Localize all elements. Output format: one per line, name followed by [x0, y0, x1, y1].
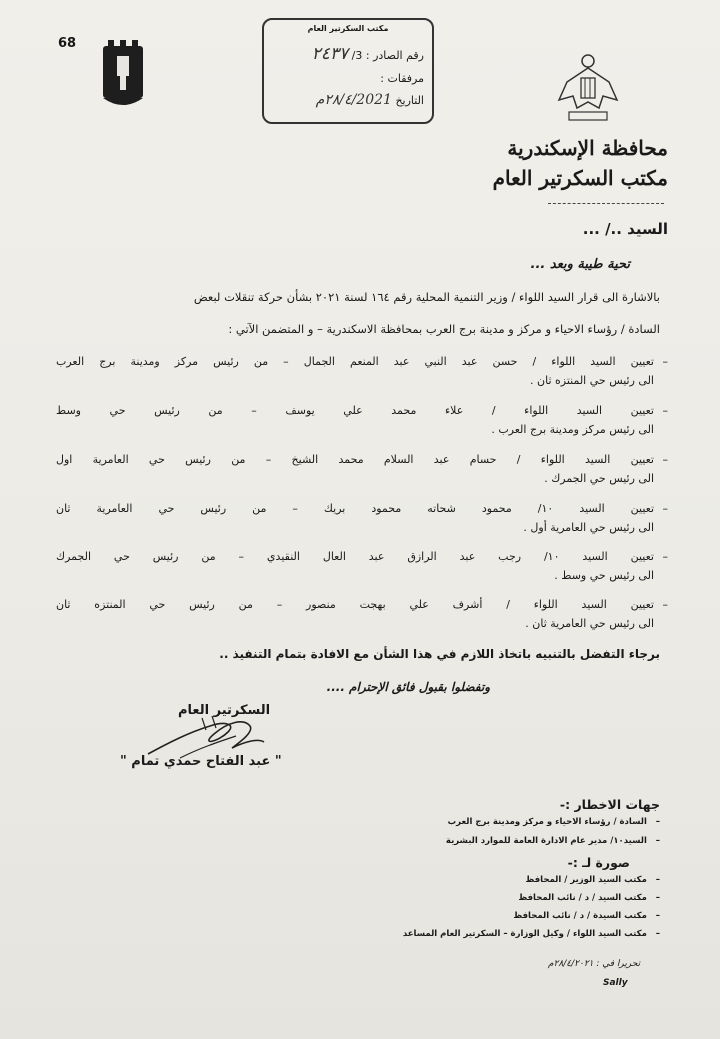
footer-date: تحريرا في : ٢٨/٤/٢٠٢١م: [548, 959, 641, 969]
bullet-dash: –: [662, 404, 668, 417]
list-item: [56, 598, 668, 630]
bullet-dash: –: [655, 911, 660, 921]
list-item: [448, 817, 660, 827]
page-number: 68: [58, 36, 77, 51]
closing-request: برجاء التفضل بالتنبيه باتخاذ اللازم في هذا الشأن مع الافادة بتمام التنفيذ ..: [219, 647, 660, 661]
governorate-title: محافظة الإسكندرية: [507, 136, 668, 160]
item-line-2: الى رئيس حي المنتزه ثان .: [530, 374, 654, 387]
item-line-1: تعيين السيد ١٠/ محمود شحاته محمود بريك – من رئيس حي العامرية ثان: [56, 502, 655, 515]
list-item: [56, 404, 668, 436]
reference-stamp: [262, 18, 434, 124]
item-line-1: تعيين السيد اللواء / علاء محمد علي يوسف – من رئيس حي وسط: [56, 404, 654, 417]
outgoing-number: ٢٤٣٧: [311, 44, 349, 64]
copies-item: مكتب السيدة / د / نائب المحافظ: [513, 911, 647, 921]
typist-initials: Sally: [603, 978, 628, 988]
list-item: [56, 502, 668, 534]
list-item: [403, 929, 660, 939]
copies-item: مكتب السيد / د / نائب المحافظ: [518, 893, 647, 903]
list-item: [518, 893, 660, 903]
copies-item: مكتب السيد اللواء / وكيل الوزارة – السكرتير العام المساعد: [402, 929, 647, 939]
intro-line-1: بالاشارة الى قرار السيد اللواء / وزير التنمية المحلية رقم ١٦٤ لسنة ٢٠٢١ بشأن حركة تنقلات لبعض: [193, 290, 660, 304]
item-line-2: الى رئيس حي العامرية ثان .: [525, 617, 654, 630]
list-item: [513, 911, 660, 921]
list-item: [56, 453, 668, 485]
outgoing-label: رقم الصادر : 3/: [351, 49, 424, 62]
signatory-name: " عبد الفتاح حمدي تمام ": [120, 754, 282, 769]
notify-heading: جهات الاخطار :-: [559, 797, 660, 812]
egypt-eagle-emblem-icon: [555, 52, 621, 130]
item-line-1: تعيين السيد ١٠/ رجب عبد الرازق عبد العال النقيدي – من رئيس حي الجمرك: [56, 550, 654, 563]
addressee: السيد ../ ...: [582, 220, 668, 238]
intro-line-2: السادة / رؤساء الاحياء و مركز و مدينة برج العرب بمحافظة الاسكندرية – و المتضمن الآتي :: [228, 322, 660, 336]
item-line-2: الى رئيس حي الجمرك .: [544, 472, 654, 485]
alexandria-emblem-icon: [100, 40, 146, 110]
header-divider: [548, 203, 664, 204]
date-label: التاريخ: [395, 94, 424, 107]
stamp-title: مكتب السكرتير العام: [307, 24, 389, 33]
outgoing-number-row: [312, 44, 424, 64]
bullet-dash: –: [662, 598, 668, 611]
bullet-dash: –: [655, 817, 660, 827]
list-item: [56, 355, 668, 387]
bullet-dash: –: [662, 355, 668, 368]
bullet-dash: –: [662, 502, 668, 515]
list-item: [446, 836, 660, 846]
item-line-1: تعيين السيد اللواء / حسن عبد النبي عبد المنعم الجمال – من رئيس مركز ومدينة برج العرب: [56, 355, 654, 368]
bullet-dash: –: [655, 929, 660, 939]
date-value: ٢٨/٤/2021م: [315, 92, 392, 108]
signatory-title: السكرتير العام: [178, 703, 271, 718]
bullet-dash: –: [662, 453, 668, 466]
office-title: مكتب السكرتير العام: [492, 166, 668, 190]
stamp-date-row: [316, 92, 424, 108]
bullet-dash: –: [655, 893, 660, 903]
closing-regards: وتفضلوا بقبول فائق الإحترام ....: [326, 680, 490, 694]
bullet-dash: –: [662, 550, 668, 563]
attachments-label: مرفقات :: [380, 72, 424, 85]
greeting: تحية طيبة وبعد ...: [530, 257, 630, 272]
item-line-2: الى رئيس مركز ومدينة برج العرب .: [491, 423, 654, 436]
item-line-1: تعيين السيد اللواء / حسام عبد السلام محمد الشيخ – من رئيس حي العامرية اول: [56, 453, 654, 466]
notify-item: السيد١٠/ مدير عام الادارة العامة للموارد البشرية: [445, 836, 647, 846]
bullet-dash: –: [655, 875, 660, 885]
copies-item: مكتب السيد الوزير / المحافظ: [525, 875, 647, 885]
list-item: [526, 875, 661, 885]
item-line-2: الى رئيس حي وسط .: [554, 569, 654, 582]
list-item: [56, 550, 668, 582]
item-line-2: الى رئيس حي العامرية أول .: [523, 521, 654, 534]
notify-item: السادة / رؤساء الاحياء و مركز ومدينة برج العرب: [447, 817, 647, 827]
item-line-1: تعيين السيد اللواء / أشرف علي بهجت منصور – من رئيس حي المنتزه ثان: [56, 598, 654, 611]
bullet-dash: –: [655, 836, 660, 846]
copies-heading: صورة لـ :-: [567, 855, 630, 870]
